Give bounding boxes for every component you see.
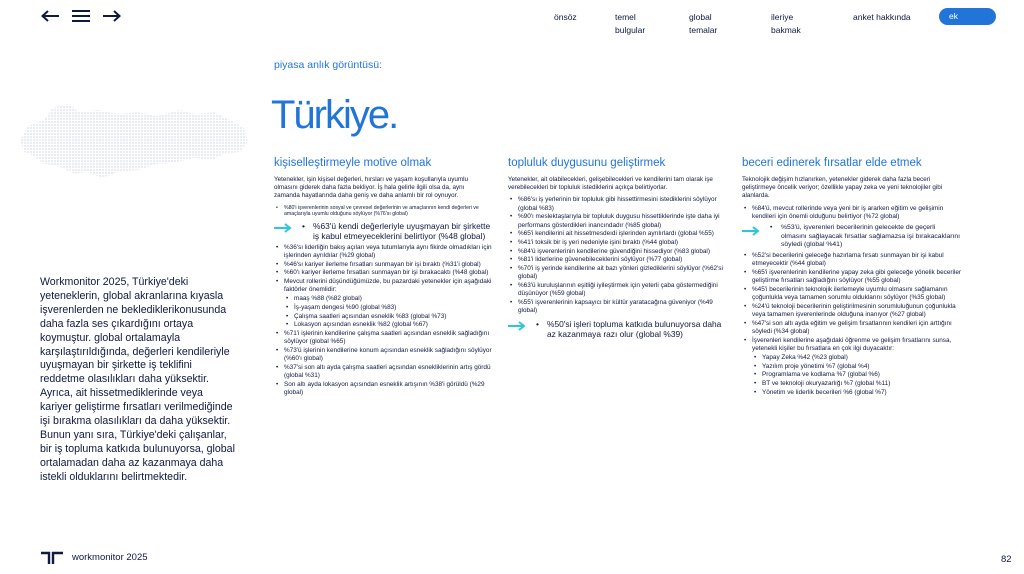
summary-paragraph: Workmonitor 2025, Türkiye'deki yeteneklerin, global akranlarına kıyasla işverenlerden ne beklediklerikonusunda daha fazla ses çıkardığını ortaya koymuştur. global ortalamayla karşılaştırıldığında, değerleri kendileriyle uyuşmayan bir şirkette iş teklifini reddetme olasılıkları daha yüksektir. Ayrıca, ait hissetmediklerinde veya kariyer geliştirme fırsatları verilmediğinde işi bırakma olasılıkları da daha yüksektir. Bunun yanı sıra, Türkiye'deki çalışanlar, bir iş topluma katkıda bulunuyorsa, global ortalamadan daha az kazanmaya daha istekli olduklarını belirtmektedir. — [40, 276, 235, 483]
stat-list — [742, 252, 962, 354]
stat-item: • İşverenleri kendilerine aşağıdaki öğrenme ve gelişim fırsatlarını sunsa, yetenekli kişiler bu fırsatlara en çok ilgi duyacaktır: — [742, 337, 962, 354]
stat-list — [274, 330, 492, 398]
stat-item: • Son altı ayda lokasyon açısından esneklik artışının %38'i görüldü (%29 global) — [274, 381, 492, 398]
column-skills — [742, 156, 962, 397]
forward-arrow-icon[interactable] — [102, 9, 122, 23]
highlight-text: • %53'ü, işverenleri becerilerinin gelecekte de geçerli olmasını sağlayacak fırsatlar sağlamazsa işi bırakacaklarını söyledi (global %41) — [769, 224, 962, 250]
column-heading: kişiselleştirmeyle motive olmak — [274, 157, 432, 169]
stat-item: • %47'si son altı ayda eğitim ve gelişim fırsatlarının kendileri için arttığını söyledi (%34 global) — [742, 320, 962, 337]
sub-stat-list — [752, 354, 962, 397]
nav-link-appendix-active[interactable]: ek — [939, 8, 996, 25]
highlight-text: • %63'ü kendi değerleriyle uyuşmayan bir şirkette iş kabul etmeyeceklerini belirtiyor (%48 global) — [301, 221, 492, 242]
column-intro: Teknolojik değişim hızlanırken, yetenekler giderek daha fazla beceri geliştirmeye öncelik veriyor; özellikle yapay zeka ve yeni teknolojiler gibi alanlarda. — [742, 176, 943, 200]
stat-item: • %71'i işlerinin kendilerine çalışma saatleri açısından esneklik sağladığını söylüyor (global %65) — [274, 330, 492, 347]
page-number: 82 — [1001, 554, 1012, 565]
stat-item: • %90'ı meslektaşlarıyla bir topluluk duygusu hissettiklerinde işte daha iyi performans gösterdikleri inancındadır (%85 global) — [508, 213, 726, 230]
menu-icon[interactable] — [72, 9, 90, 23]
stat-item: • %84'ü işverenlerinin kendilerine güvendiğini hissediyor (%83 global) — [508, 248, 726, 256]
column-intro: Yetenekler, işin kişisel değerleri, hırsları ve yaşam koşullarıyla uyumlu olmasını giderek daha fazla bekliyor. İş hala gelirle ilgili olsa da, aynı zamanda hayatlarında daha geniş ve daha anlamlı bir rol oynuyor. — [274, 176, 469, 200]
column-heading: beceri edinerek fırsatlar elde etmek — [742, 157, 922, 169]
stat-item: • %36'sı liderliğin bakış açıları veya tutumlarıyla aynı fikirde olmadıkları için işlerinden ayrıldılar (%29 global) — [274, 244, 492, 261]
randstad-logo-icon — [40, 551, 64, 565]
sub-stat-item: • maaş %88 (%82 global) — [284, 295, 492, 303]
page-subtitle: piyasa anlık görüntüsü: — [274, 59, 382, 71]
stat-item: • %65'i işverenlerinin kendilerine yapay zeka gibi geleceğe yönelik beceriler geliştirme fırsatları sağladığını söylüyor (%55 global) — [742, 269, 962, 286]
stat-item: • %46'sı kariyer ilerleme fırsatları sunmayan bir işi bıraktı (%31'i global) — [274, 261, 492, 269]
footer-brand-text: workmonitor 2025 — [72, 552, 148, 563]
arrow-right-icon — [742, 226, 760, 236]
stat-item: • %55'i işverenlerinin kapsayıcı bir kültür yaratacağına güveniyor (%49 global) — [508, 299, 726, 316]
stat-item: • Mevcut rollerini düşündüğümüzde, bu pazardaki yetenekler için aşağıdaki faktörler önemlidir: — [274, 278, 492, 295]
sub-stat-item: • Yapay Zeka %42 (%23 global) — [752, 354, 962, 362]
sub-stat-item: • Lokasyon açısından esneklik %82 (global %67) — [284, 321, 492, 329]
stat-item: • %81'i liderlerine güvenebileceklerini söylüyor (%77 global) — [508, 256, 726, 264]
nav-link-key-findings[interactable]: temel bulgular — [615, 12, 646, 35]
stat-item: • %41'i toksik bir iş yeri nedeniyle işini bıraktı (%44 global) — [508, 239, 726, 247]
stat-item: • %24'ü teknoloji becerilerinin geliştirilmesinin sorumluluğunun çoğunlukla veya tamamen işverenlerinde olduğuna inanıyor (%27 global) — [742, 303, 962, 320]
stat-item: • %84'ü, mevcut rollerinde veya yeni bir iş ararken eğitim ve gelişimin kendileri için önemli olduğunu belirtiyor (%72 global) — [742, 205, 962, 222]
page-title: Türkiye. — [271, 93, 398, 137]
footer-brand — [40, 551, 148, 565]
column-heading: topluluk duygusunu geliştirmek — [508, 157, 666, 169]
stat-item: • %37'si son altı ayda çalışma saatleri açısından esnekliklerinin artış gördü (global %31) — [274, 364, 492, 381]
sub-stat-item: • Yönetim ve liderlik becerileri %6 (global %7) — [752, 389, 962, 397]
nav-link-looking-ahead[interactable]: ileriye bakmak — [771, 12, 801, 35]
sub-stat-item: • Yazılım proje yönetimi %7 (global %4) — [752, 363, 962, 371]
stat-item: • %70'i iş yerinde kendilerine ait bazı yönleri gizlediklerini söylüyor (%62'si global) — [508, 265, 726, 282]
stat-item: • %86'sı iş yerlerinin bir topluluk gibi hissettirmesini istediklerini söylüyor (global %83) — [508, 196, 726, 213]
nav-link-global-themes[interactable]: global temalar — [689, 12, 718, 35]
arrow-right-icon — [508, 321, 526, 331]
highlight-stat — [274, 221, 492, 242]
stat-list — [508, 196, 726, 315]
highlight-stat — [742, 224, 962, 250]
stat-item: • %80'i işverenlerinin sosyal ve çevresel değerlerinin ve amaçlarının kendi değerleri ve amaçlarıyla uyumlu olduğunu söylüyor (%76'sı global) — [274, 205, 492, 218]
back-arrow-icon[interactable] — [40, 9, 60, 23]
stat-item: • %60'ı kariyer ilerleme fırsatları sunmayan bir işi bırakacaktı (%48 global) — [274, 269, 492, 277]
turkey-map-illustration — [18, 100, 250, 180]
sub-stat-item: • Çalışma saatleri açısından esneklik %83 (global %73) — [284, 313, 492, 321]
sub-stat-item: • İş-yaşam dengesi %90 (global %83) — [284, 304, 492, 312]
stat-list — [274, 205, 492, 218]
nav-icons — [40, 9, 122, 23]
column-personalization — [274, 156, 492, 398]
top-navigation — [0, 0, 1024, 36]
sub-stat-item: • Programlama ve kodlama %7 (global %6) — [752, 371, 962, 379]
column-community — [508, 156, 726, 342]
stat-item: • %52'si becerilerini geleceğe hazırlama fırsatı sunmayan bir işi kabul etmeyecektir (%44 global) — [742, 252, 962, 269]
sub-stat-item: • BT ve teknoloji okuryazarlığı %7 (global %11) — [752, 380, 962, 388]
highlight-text: • %50'si işleri topluma katkıda bulunuyorsa daha az kazanmaya razı olur (global %39) — [535, 319, 726, 340]
highlight-stat — [508, 319, 726, 340]
nav-link-preface[interactable]: önsöz — [554, 12, 577, 22]
stat-list — [742, 205, 962, 222]
stat-item: • %65'i kendilerini ait hissetmesdeıdi işlerinden ayrılırlardı (global %55) — [508, 230, 726, 238]
stat-list — [274, 244, 492, 295]
stat-item: • %45'i becerilerinin teknolojik ilerlemeyle uyumlu olmasını sağlamanın çoğunlukla veya tamamen sorumlu olduklarını söylüyor (%35 global) — [742, 286, 962, 303]
sub-stat-list — [284, 295, 492, 329]
nav-link-about-survey[interactable]: anket hakkında — [853, 12, 911, 22]
stat-item: • %73'ü işlerinin kendilerine konum açısından esneklik sağladığını söylüyor (%60'ı global) — [274, 347, 492, 364]
arrow-right-icon — [274, 223, 292, 233]
stat-item: • %63'ü kuruluşlarının eşitliği iyileştirmek için yeterli çaba göstermediğini düşünüyor (%59 global) — [508, 282, 726, 299]
column-intro: Yetenekler, ait olabilecekleri, gelişebilecekleri ve kendilerini tam olarak işe verebilecekleri bir topluluk istediklerini açıkça belirtiyorlar. — [508, 176, 713, 192]
